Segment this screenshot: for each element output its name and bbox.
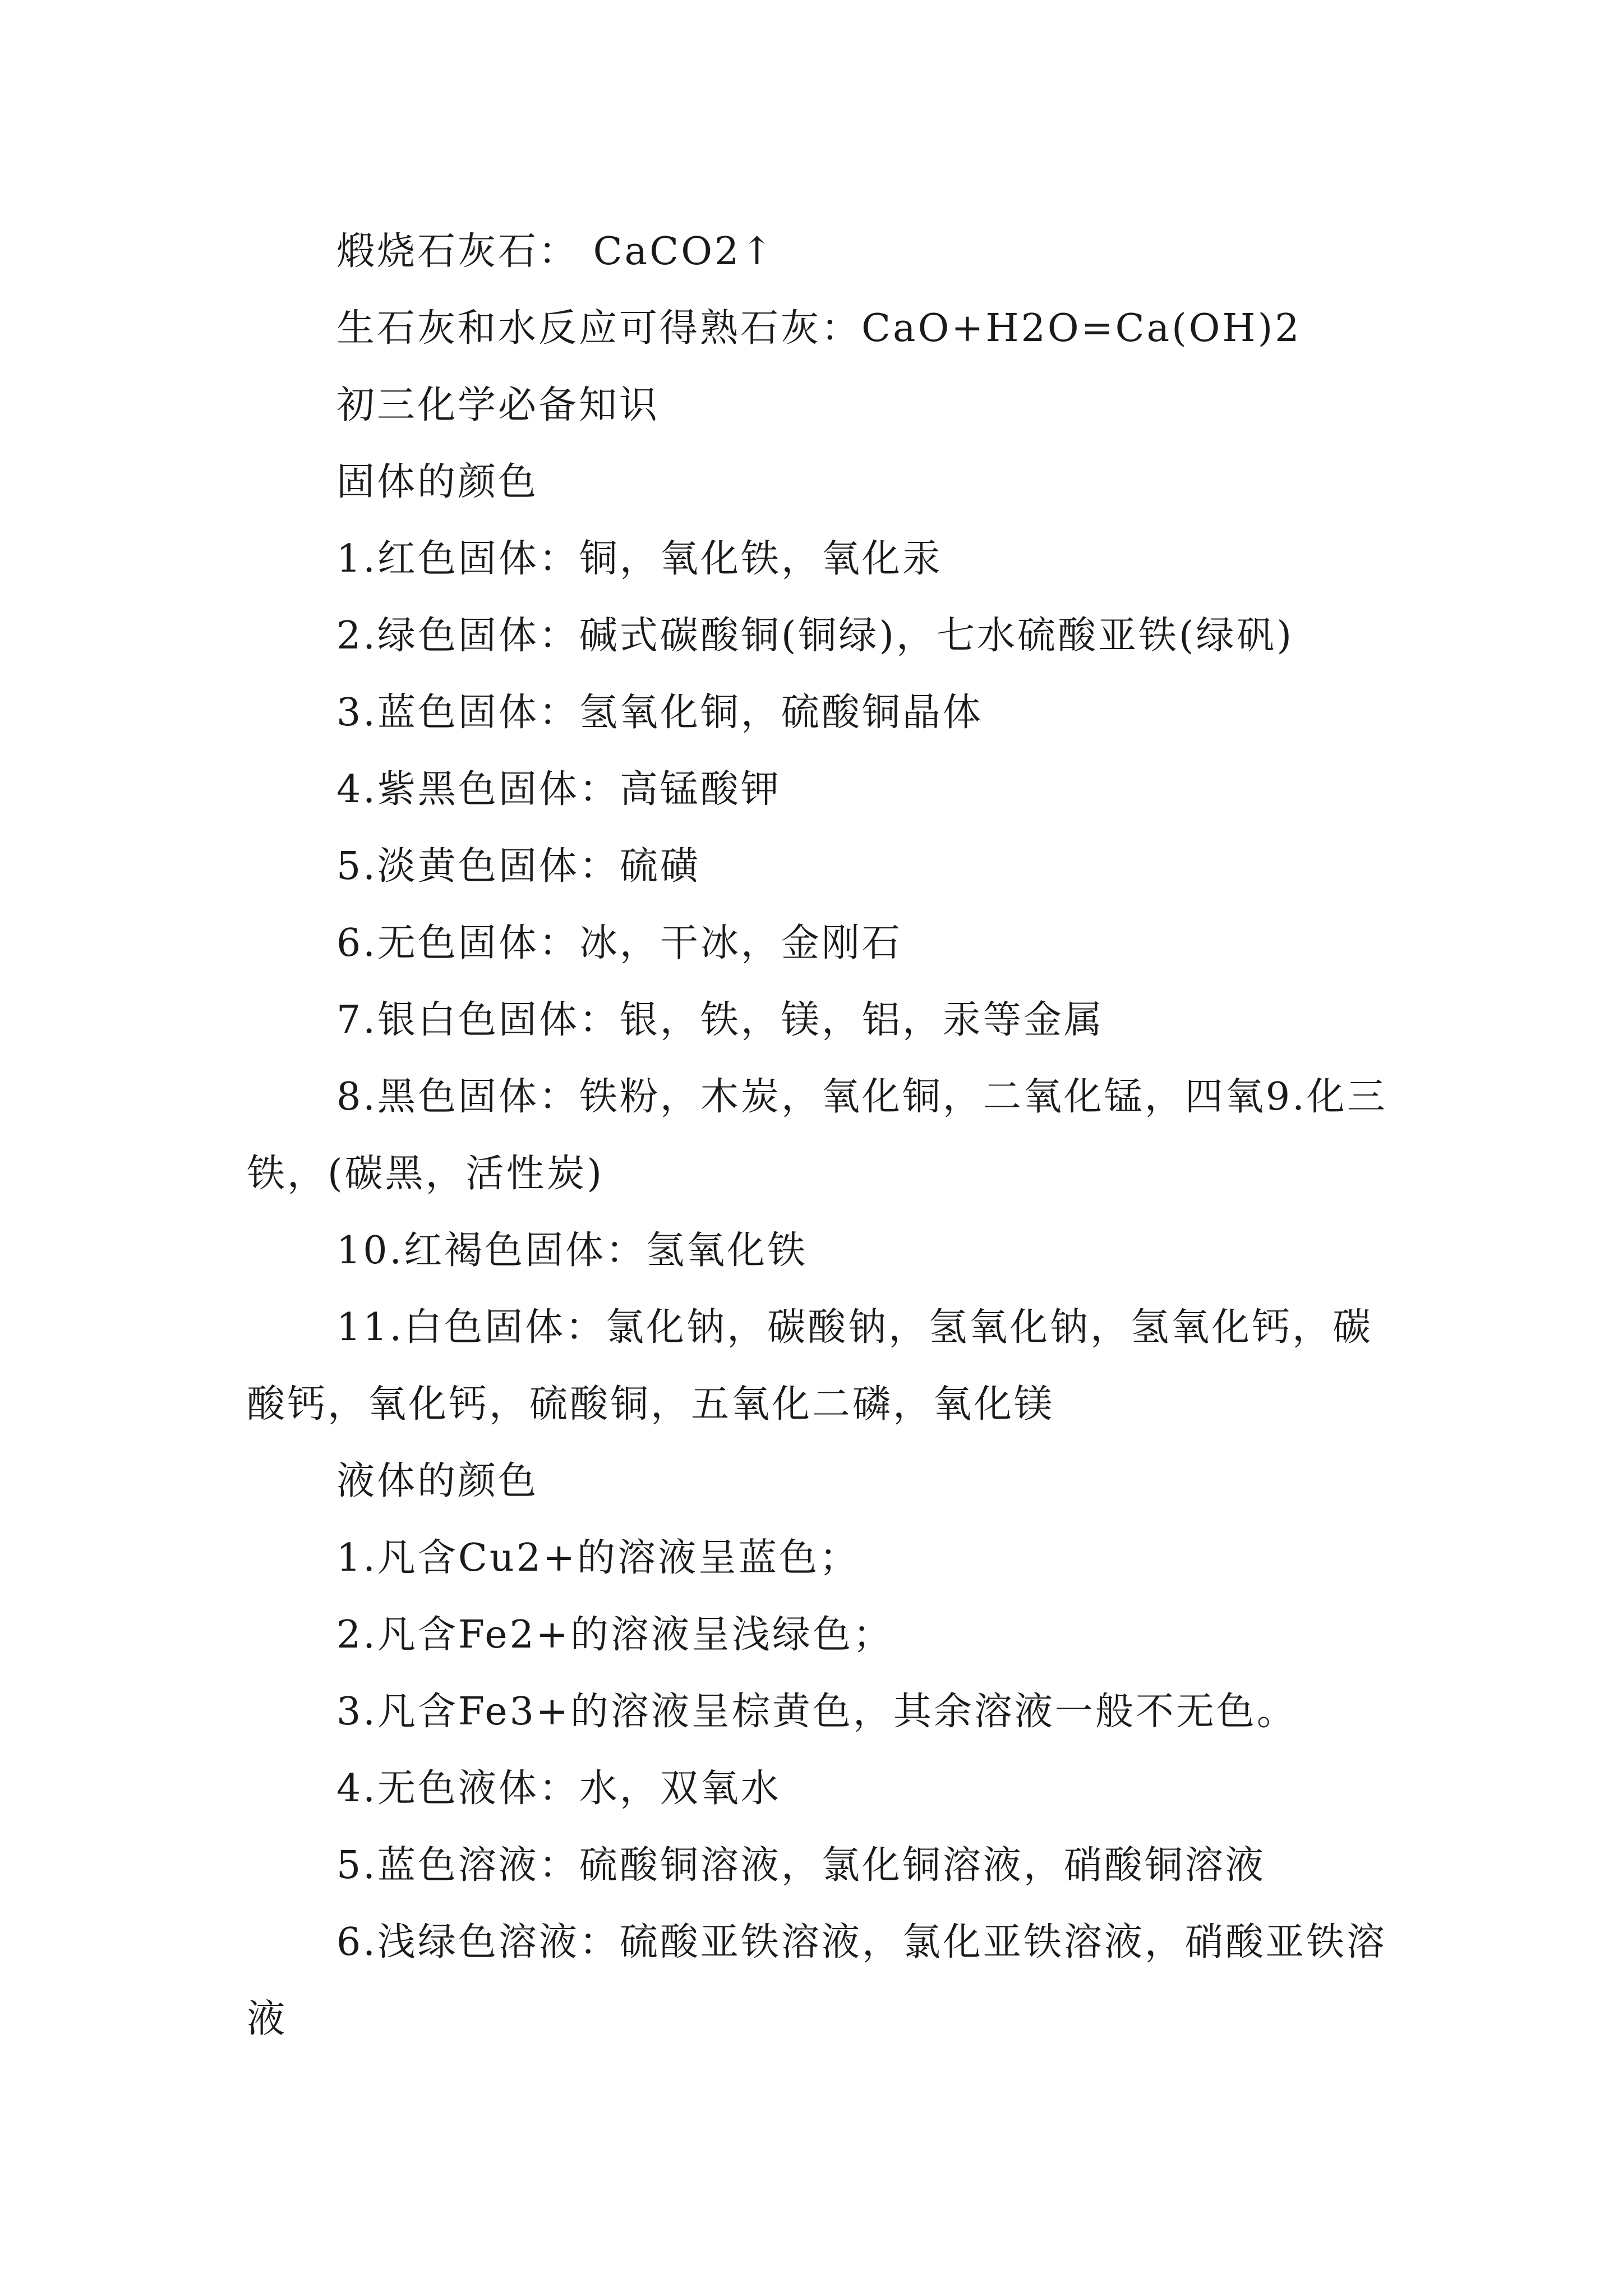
paragraph-calcination: 煅烧石灰石： CaCO2↑ bbox=[336, 229, 776, 274]
list-item: 6.浅绿色溶液：硫酸亚铁溶液，氯化亚铁溶液，硝酸亚铁溶液 bbox=[247, 1920, 1387, 2041]
list-item: 5.淡黄色固体：硫磺 bbox=[336, 844, 700, 889]
list-item: 10.红褐色固体：氢氧化铁 bbox=[336, 1228, 808, 1273]
document-body bbox=[247, 213, 1413, 2058]
list-item: 1.红色固体：铜，氧化铁，氧化汞 bbox=[336, 537, 943, 581]
list-item: 11.白色固体：氯化钠，碳酸钠，氢氧化钠，氢氧化钙，碳酸钙，氧化钙，硫酸铜，五氧化二磷，氧化镁 bbox=[247, 1305, 1373, 1427]
list-item: 6.无色固体：冰，干冰，金刚石 bbox=[336, 921, 902, 965]
list-item: 2.绿色固体：碱式碳酸铜(铜绿)，七水硫酸亚铁(绿矾) bbox=[336, 614, 1294, 658]
list-item: 3.凡含Fe3+的溶液呈棕黄色，其余溶液一般不无色。 bbox=[336, 1690, 1297, 1734]
list-item: 2.凡含Fe2+的溶液呈浅绿色； bbox=[336, 1613, 893, 1657]
list-item: 3.蓝色固体：氢氧化铜，硫酸铜晶体 bbox=[336, 691, 983, 735]
list-item: 8.黑色固体：铁粉，木炭，氧化铜，二氧化锰，四氧9.化三铁，(碳黑，活性炭) bbox=[247, 1075, 1387, 1196]
list-item: 5.蓝色溶液：硫酸铜溶液，氯化铜溶液，硝酸铜溶液 bbox=[336, 1843, 1266, 1888]
list-item: 4.紫黑色固体：高锰酸钾 bbox=[336, 767, 781, 812]
paragraph-slaked-lime: 生石灰和水反应可得熟石灰：CaO+H2O=Ca(OH)2 bbox=[336, 306, 1302, 351]
list-item: 1.凡含Cu2+的溶液呈蓝色； bbox=[336, 1536, 860, 1580]
subsection-liquid-colors: 液体的颜色 bbox=[336, 1459, 539, 1503]
list-item: 4.无色液体：水，双氧水 bbox=[336, 1766, 781, 1811]
section-title: 初三化学必备知识 bbox=[336, 383, 660, 427]
list-item: 7.银白色固体：银，铁，镁，铝，汞等金属 bbox=[336, 998, 1104, 1042]
subsection-solid-colors: 固体的颜色 bbox=[336, 460, 539, 504]
